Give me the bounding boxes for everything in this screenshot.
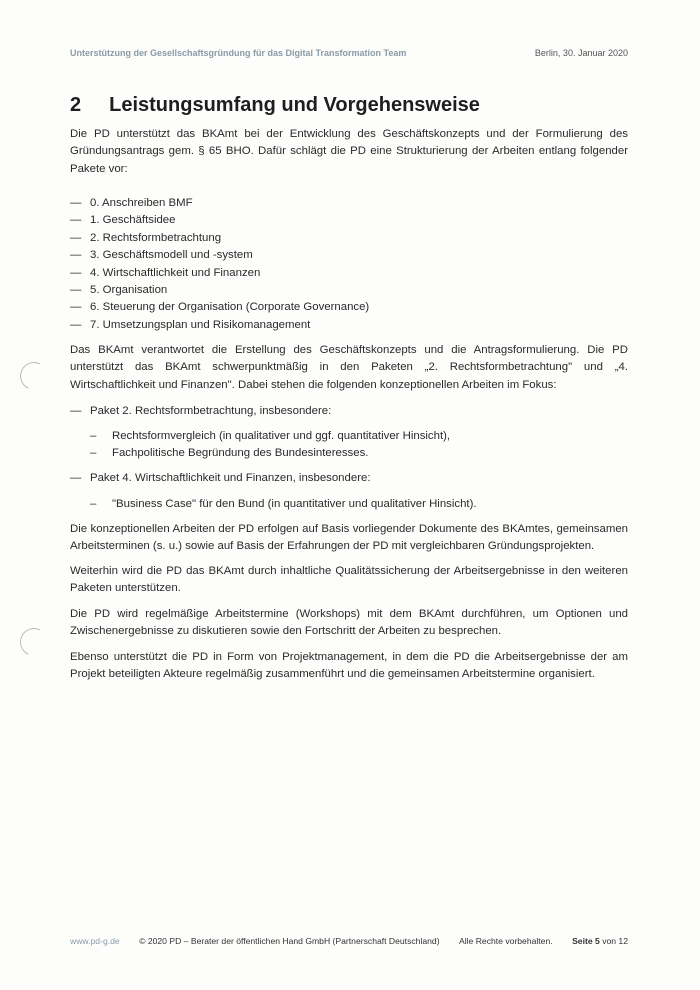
footer-url: www.pd-g.de	[70, 936, 120, 946]
list-item: — 2. Rechtsformbetrachtung	[70, 231, 222, 244]
paragraph-workshops: Die PD wird regelmäßige Arbeitstermine (Workshops) mit dem BKAmt durchführen, um Optionen und Zwischenergebnisse zu diskutieren sowie den Fortschritt der Arbeiten zu besprechen.	[70, 608, 628, 638]
intro-paragraph: Die PD unterstützt das BKAmt bei der Entwicklung des Geschäftskonzepts und der Formulierung des Gründungsantrags gem. § 65 BHO. Dafür schlägt die PD eine Strukturierung der Arbeiten entlang folgender Pakete vor:	[70, 128, 628, 175]
section-title: Leistungsumfang und Vorgehensweise	[109, 94, 480, 116]
footer-copyright: © 2020 PD – Berater der öffentlichen Hand GmbH (Partnerschaft Deutschland)	[139, 936, 440, 946]
footer-rights: Alle Rechte vorbehalten.	[459, 936, 553, 946]
punch-hole-mark	[16, 624, 52, 660]
list-item: — 6. Steuerung der Organisation (Corporate Governance)	[70, 301, 370, 314]
page-footer	[70, 936, 628, 946]
list-item: — 7. Umsetzungsplan und Risikomanagement	[70, 318, 311, 331]
section-number: 2	[70, 94, 82, 116]
list-item: — 0. Anschreiben BMF	[70, 197, 193, 209]
list-item: — 3. Geschäftsmodell und -system	[70, 249, 253, 262]
list-item: — 4. Wirtschaftlichkeit und Finanzen	[70, 266, 261, 279]
focus-package-4: — Paket 4. Wirtschaftlichkeit und Finanzen, insbesondere:	[70, 472, 371, 484]
section-heading	[70, 94, 480, 117]
list-item: — 1. Geschäftsidee	[70, 214, 176, 227]
punch-hole-mark	[16, 358, 52, 394]
package-list	[70, 195, 630, 334]
paragraph-project-management: Ebenso unterstützt die PD in Form von Projektmanagement, in dem die PD die Arbeitsergebnisse der am Projekt beteiligten Akteure regelmäßig zusammenführt und die gemeinsamen Arbeitstermine organisiert.	[70, 651, 628, 681]
list-item: — 5. Organisation	[70, 284, 168, 297]
list-item: – Rechtsformvergleich (in qualitativer und ggf. quantitativer Hinsicht),	[90, 430, 451, 442]
focus-package-2: — Paket 2. Rechtsformbetrachtung, insbesondere:	[70, 405, 332, 417]
page-number: Seite 5 von 12	[572, 936, 628, 946]
list-item: – Fachpolitische Begründung des Bundesinteresses.	[90, 447, 369, 459]
focus-paragraph: Das BKAmt verantwortet die Erstellung des Geschäftskonzepts und die Antragsformulierung. Die PD unterstützt das BKAmt schwerpunktmäßig in den Paketen „2. Rechtsformbetrachtung" und „4. Wirtschaftlichkeit und Finanzen". Dabei stehen die folgenden konzeptionellen Arbeiten im Fokus:	[70, 344, 628, 391]
paragraph-quality: Weiterhin wird die PD das BKAmt durch inhaltliche Qualitätssicherung der Arbeitsergebnisse in den weiteren Paketen unterstützen.	[70, 565, 628, 595]
page-header	[70, 48, 628, 58]
header-date: Berlin, 30. Januar 2020	[534, 48, 628, 58]
header-project-title: Unterstützung der Gesellschaftsgründung für das Digital Transformation Team	[70, 48, 407, 58]
paragraph-basis: Die konzeptionellen Arbeiten der PD erfolgen auf Basis vorliegender Dokumente des BKAmtes, gemeinsamen Arbeitsterminen (s. u.) sowie auf Basis der Erfahrungen der PD mit vergleichbaren Gründungsprojekten.	[70, 523, 628, 553]
list-item: – "Business Case" für den Bund (in quantitativer und qualitativer Hinsicht).	[90, 498, 477, 510]
